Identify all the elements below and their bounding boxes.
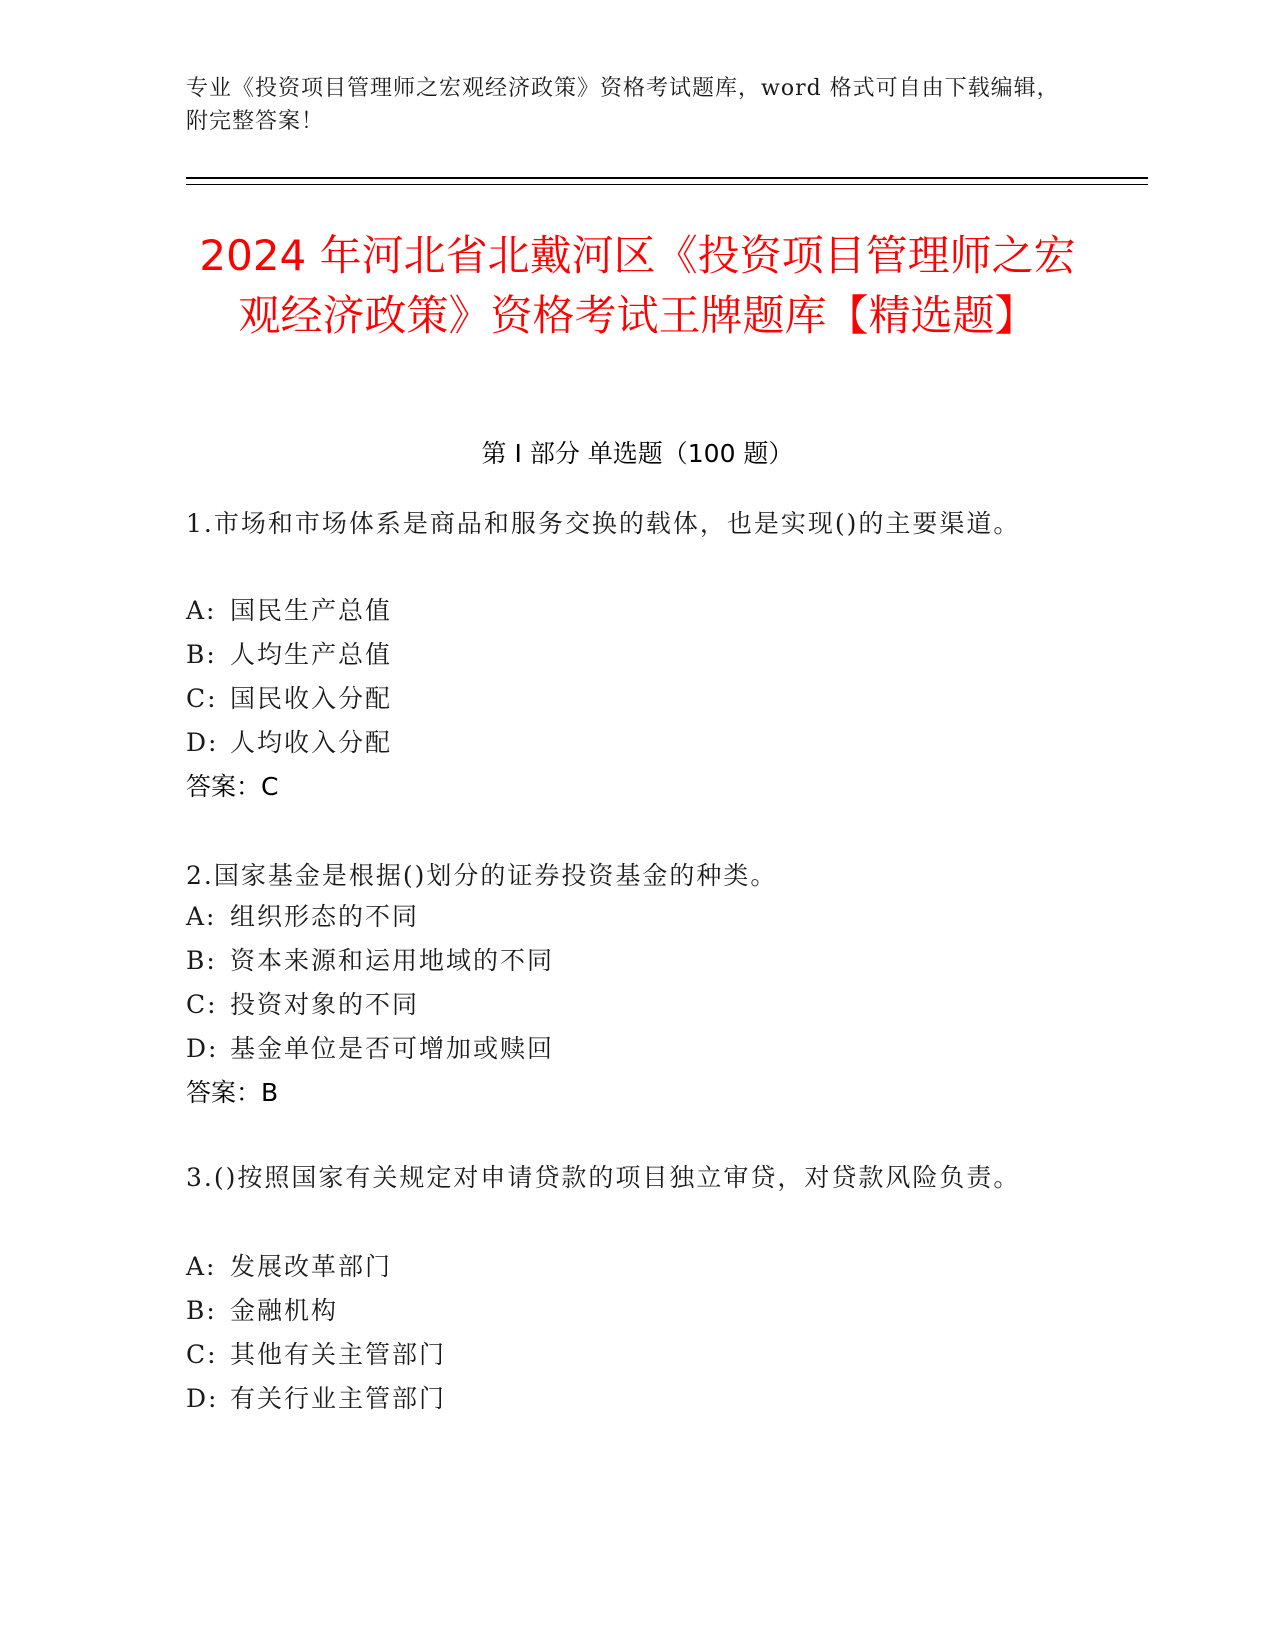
question-2-stem: 2.国家基金是根据()划分的证券投资基金的种类。 <box>186 861 778 890</box>
option-key: A: <box>186 596 217 625</box>
option-key: A: <box>186 1252 217 1281</box>
option-text: 金融机构 <box>230 1296 339 1325</box>
question-1-answer: 答案：C <box>186 772 279 801</box>
question-2-option-b <box>186 946 1066 976</box>
question-3-option-b <box>186 1296 1066 1326</box>
option-text: 发展改革部门 <box>230 1252 393 1281</box>
option-key: D: <box>186 1034 219 1063</box>
question-1-option-a <box>186 596 1066 626</box>
option-key: B: <box>186 640 217 669</box>
question-3-stem: 3.()按照国家有关规定对申请贷款的项目独立审贷，对贷款风险负责。 <box>186 1163 1021 1192</box>
header-note: 专业《投资项目管理师之宏观经济政策》资格考试题库，word 格式可自由下载编辑，附完整答案！ <box>186 76 1060 134</box>
option-text: 国民生产总值 <box>230 596 393 625</box>
option-text: 基金单位是否可增加或赎回 <box>230 1034 555 1063</box>
option-key: D: <box>186 728 219 757</box>
section-heading: 第 I 部分 单选题（100 题） <box>481 439 794 468</box>
option-key: C: <box>186 1340 218 1369</box>
question-1-option-d <box>186 728 1066 758</box>
option-key: A: <box>186 902 217 931</box>
question-3-option-d <box>186 1384 1066 1414</box>
question-2-option-a <box>186 902 1066 932</box>
question-2-option-d <box>186 1034 1066 1064</box>
document-title: 2024 年河北省北戴河区《投资项目管理师之宏观经济政策》资格考试王牌题库【精选题】 <box>199 231 1076 340</box>
option-key: B: <box>186 1296 217 1325</box>
header-divider-thick <box>186 177 1148 179</box>
question-1-stem: 1.市场和市场体系是商品和服务交换的载体，也是实现()的主要渠道。 <box>186 509 1021 538</box>
question-3-option-a <box>186 1252 1066 1282</box>
option-key: D: <box>186 1384 219 1413</box>
option-key: C: <box>186 990 218 1019</box>
question-1-option-b <box>186 640 1066 670</box>
option-text: 人均生产总值 <box>230 640 393 669</box>
option-text: 资本来源和运用地域的不同 <box>230 946 555 975</box>
option-text: 其他有关主管部门 <box>230 1340 447 1369</box>
question-2-option-c <box>186 990 1066 1020</box>
option-text: 有关行业主管部门 <box>230 1384 447 1413</box>
option-text: 组织形态的不同 <box>230 902 420 931</box>
header-divider-thin <box>186 184 1148 185</box>
option-text: 人均收入分配 <box>230 728 393 757</box>
option-text: 国民收入分配 <box>230 684 393 713</box>
question-2-answer: 答案：B <box>186 1078 279 1107</box>
option-text: 投资对象的不同 <box>230 990 420 1019</box>
option-key: B: <box>186 946 217 975</box>
question-3-option-c <box>186 1340 1066 1370</box>
question-1-option-c <box>186 684 1066 714</box>
option-key: C: <box>186 684 218 713</box>
